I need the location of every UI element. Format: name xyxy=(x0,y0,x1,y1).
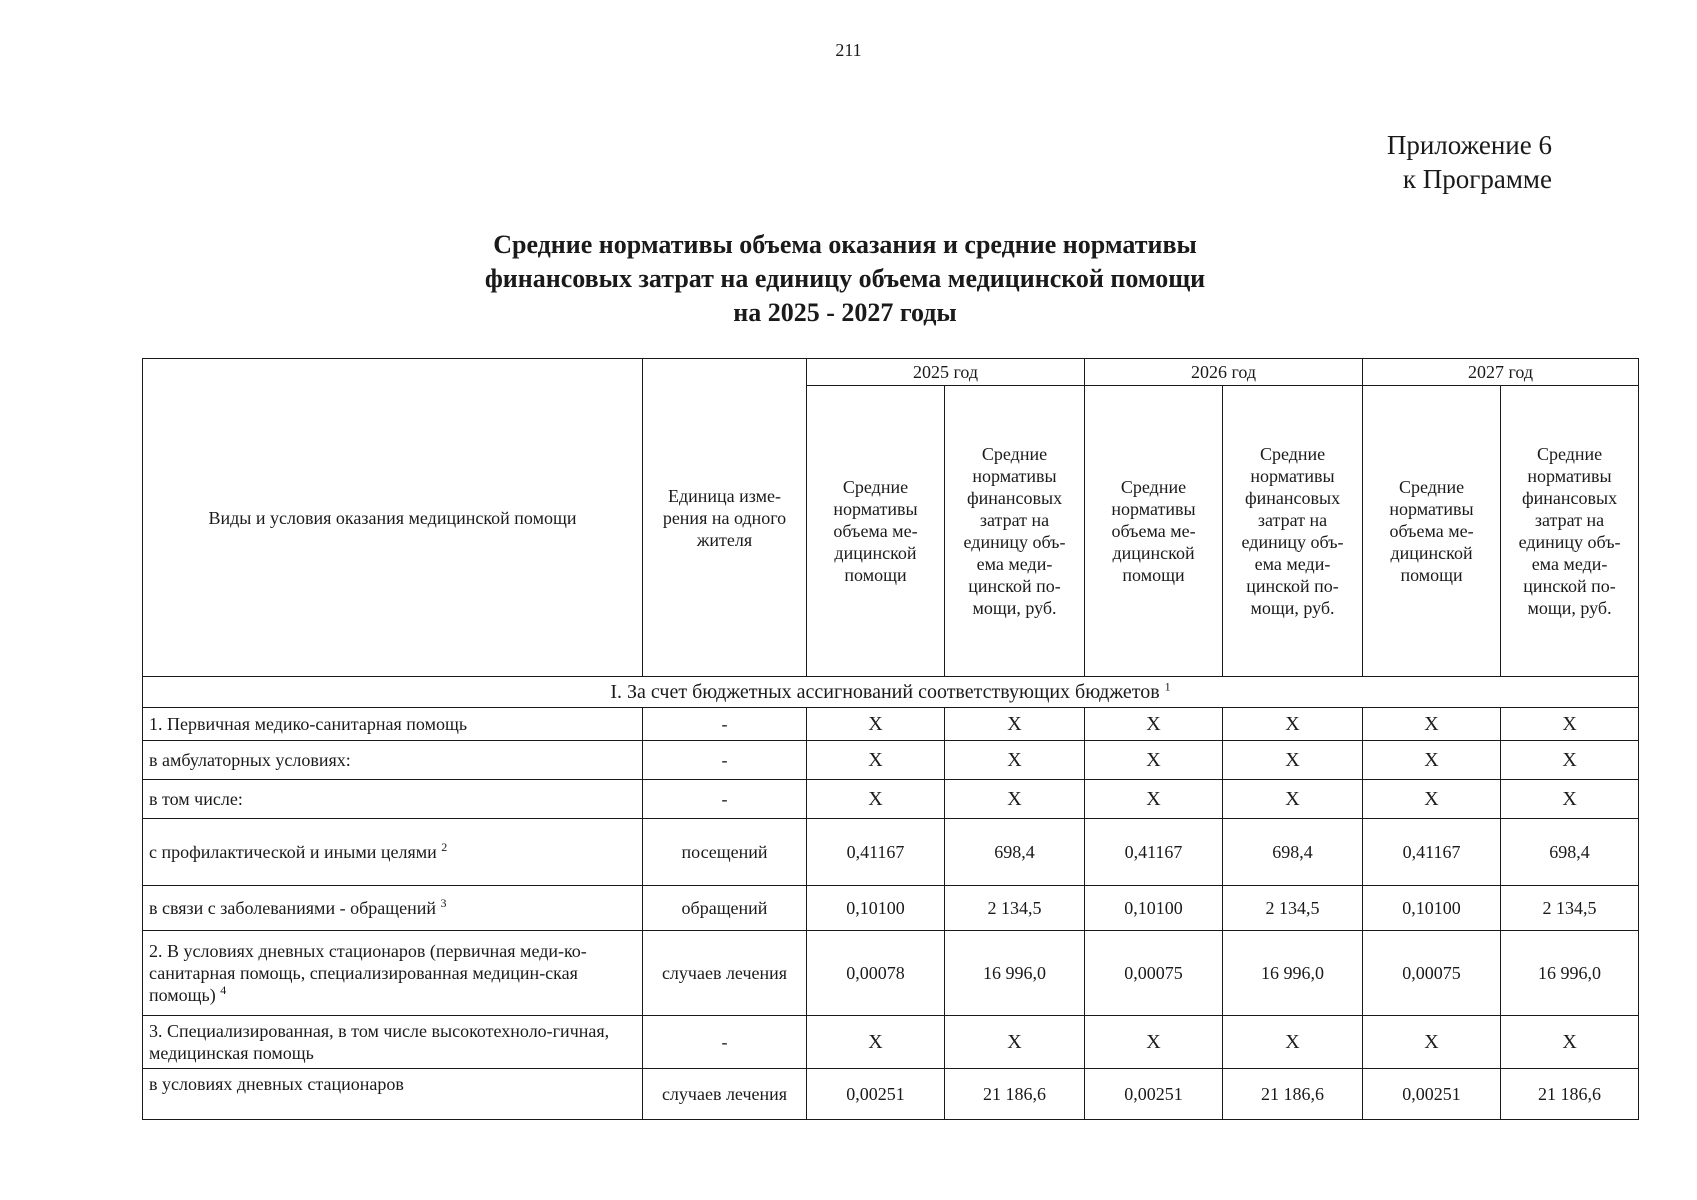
appendix-line-1: Приложение 6 xyxy=(1386,130,1552,160)
header-cost-2026: Средние нормативы финансовых затрат на единицу объ-ема меди-цинской по-мощи, руб. xyxy=(1223,386,1363,677)
title-line-2: финансовых затрат на единицу объема медицинской помощи xyxy=(484,264,1206,293)
table-row xyxy=(143,1069,1639,1120)
table-row xyxy=(143,931,1639,1016)
row-cost-value: 21 186,6 xyxy=(945,1069,1085,1120)
row-volume-value: 0,00251 xyxy=(1085,1069,1223,1120)
row-cost-value: Х xyxy=(945,741,1085,780)
row-cost-value: Х xyxy=(945,708,1085,741)
row-volume-value: Х xyxy=(807,741,945,780)
row-unit: посещений xyxy=(643,819,807,886)
row-cost-value: Х xyxy=(945,780,1085,819)
row-name: 3. Специализированная, в том числе высокотехноло-гичная, медицинская помощь xyxy=(149,1021,610,1063)
header-year-2027: 2027 год xyxy=(1363,359,1639,386)
row-unit: - xyxy=(643,708,807,741)
header-cost-2027: Средние нормативы финансовых затрат на единицу объ-ема меди-цинской по-мощи, руб. xyxy=(1501,386,1639,677)
row-cost-value: Х xyxy=(1501,708,1639,741)
row-volume-value: 0,41167 xyxy=(1085,819,1223,886)
row-footnote: 4 xyxy=(220,983,227,997)
header-volume-2027: Средние нормативы объема ме-дицинской помощи xyxy=(1363,386,1501,677)
row-cost-value: Х xyxy=(1501,1016,1639,1069)
document-title xyxy=(380,228,1310,330)
row-unit: - xyxy=(643,780,807,819)
row-volume-value: Х xyxy=(1085,780,1223,819)
row-cost-value: 698,4 xyxy=(1223,819,1363,886)
row-cost-value: Х xyxy=(1501,780,1639,819)
header-type: Виды и условия оказания медицинской помощи xyxy=(143,359,643,677)
row-cost-value: 21 186,6 xyxy=(1223,1069,1363,1120)
row-volume-value: 0,00075 xyxy=(1363,931,1501,1016)
page-number: 211 xyxy=(835,40,862,60)
row-volume-value: 0,41167 xyxy=(807,819,945,886)
table-row xyxy=(143,741,1639,780)
row-cost-value: 16 996,0 xyxy=(945,931,1085,1016)
appendix-line-2: к Программе xyxy=(1402,164,1552,194)
row-unit: случаев лечения xyxy=(643,1069,807,1120)
title-line-3: на 2025 - 2027 годы xyxy=(733,298,957,327)
header-volume-2026: Средние нормативы объема ме-дицинской помощи xyxy=(1085,386,1223,677)
row-cost-value: 16 996,0 xyxy=(1501,931,1639,1016)
row-volume-value: Х xyxy=(807,1016,945,1069)
table-row xyxy=(143,819,1639,886)
row-volume-value: Х xyxy=(1363,708,1501,741)
row-name: 1. Первичная медико-санитарная помощь xyxy=(149,714,468,734)
table-row xyxy=(143,708,1639,741)
section-footnote: 1 xyxy=(1164,679,1171,694)
row-volume-value: Х xyxy=(807,780,945,819)
row-volume-value: Х xyxy=(1085,708,1223,741)
row-cost-value: 2 134,5 xyxy=(1223,886,1363,931)
row-name-cell xyxy=(143,886,643,931)
row-name-cell xyxy=(143,1016,643,1069)
header-unit: Единица изме-рения на одного жителя xyxy=(643,359,807,677)
row-volume-value: Х xyxy=(1085,1016,1223,1069)
row-footnote: 2 xyxy=(441,840,448,854)
row-cost-value: Х xyxy=(1501,741,1639,780)
appendix-label xyxy=(1387,128,1552,196)
row-unit: обращений xyxy=(643,886,807,931)
norms-table-container xyxy=(142,358,1638,1120)
row-volume-value: 0,41167 xyxy=(1363,819,1501,886)
row-volume-value: 0,00075 xyxy=(1085,931,1223,1016)
header-volume-2025: Средние нормативы объема ме-дицинской помощи xyxy=(807,386,945,677)
header-year-2025: 2025 год xyxy=(807,359,1085,386)
row-volume-value: Х xyxy=(807,708,945,741)
row-name-cell xyxy=(143,741,643,780)
row-volume-value: 0,10100 xyxy=(807,886,945,931)
row-volume-value: Х xyxy=(1363,1016,1501,1069)
row-cost-value: 698,4 xyxy=(1501,819,1639,886)
row-cost-value: 2 134,5 xyxy=(945,886,1085,931)
row-volume-value: Х xyxy=(1363,780,1501,819)
section-row xyxy=(143,677,1639,708)
table-header xyxy=(143,359,1639,677)
row-volume-value: 0,00251 xyxy=(1363,1069,1501,1120)
row-cost-value: 16 996,0 xyxy=(1223,931,1363,1016)
row-cost-value: Х xyxy=(1223,741,1363,780)
row-volume-value: 0,00251 xyxy=(807,1069,945,1120)
row-name: в том числе: xyxy=(149,789,243,809)
row-cost-value: Х xyxy=(945,1016,1085,1069)
section-title-cell xyxy=(143,677,1639,708)
row-unit: - xyxy=(643,741,807,780)
row-name: 2. В условиях дневных стационаров (первичная меди-ко-санитарная помощь, специализированная медицин-ская помощь) xyxy=(149,941,587,1005)
row-cost-value: 2 134,5 xyxy=(1501,886,1639,931)
row-name: в связи с заболеваниями - обращений xyxy=(149,898,436,918)
row-cost-value: 698,4 xyxy=(945,819,1085,886)
section-title: I. За счет бюджетных ассигнований соответствующих бюджетов xyxy=(610,681,1160,703)
row-footnote: 3 xyxy=(440,896,447,910)
header-year-2026: 2026 год xyxy=(1085,359,1363,386)
row-volume-value: 0,10100 xyxy=(1363,886,1501,931)
table-row xyxy=(143,886,1639,931)
table-row xyxy=(143,780,1639,819)
row-name-cell xyxy=(143,819,643,886)
row-name-cell xyxy=(143,708,643,741)
row-name-cell xyxy=(143,780,643,819)
row-cost-value: Х xyxy=(1223,1016,1363,1069)
row-volume-value: 0,00078 xyxy=(807,931,945,1016)
row-name-cell xyxy=(143,1069,643,1120)
row-volume-value: Х xyxy=(1363,741,1501,780)
row-cost-value: Х xyxy=(1223,708,1363,741)
table-body xyxy=(143,677,1639,1120)
row-name: в условиях дневных стационаров xyxy=(149,1074,404,1094)
title-line-1: Средние нормативы объема оказания и средние нормативы xyxy=(493,230,1197,259)
row-name-cell xyxy=(143,931,643,1016)
row-name: с профилактической и иными целями xyxy=(149,842,437,862)
row-cost-value: 21 186,6 xyxy=(1501,1069,1639,1120)
row-unit: случаев лечения xyxy=(643,931,807,1016)
table-row xyxy=(143,1016,1639,1069)
norms-table xyxy=(142,358,1639,1120)
row-name: в амбулаторных условиях: xyxy=(149,750,351,770)
row-cost-value: Х xyxy=(1223,780,1363,819)
row-volume-value: Х xyxy=(1085,741,1223,780)
row-volume-value: 0,10100 xyxy=(1085,886,1223,931)
row-unit: - xyxy=(643,1016,807,1069)
header-cost-2025: Средние нормативы финансовых затрат на единицу объ-ема меди-цинской по-мощи, руб. xyxy=(945,386,1085,677)
